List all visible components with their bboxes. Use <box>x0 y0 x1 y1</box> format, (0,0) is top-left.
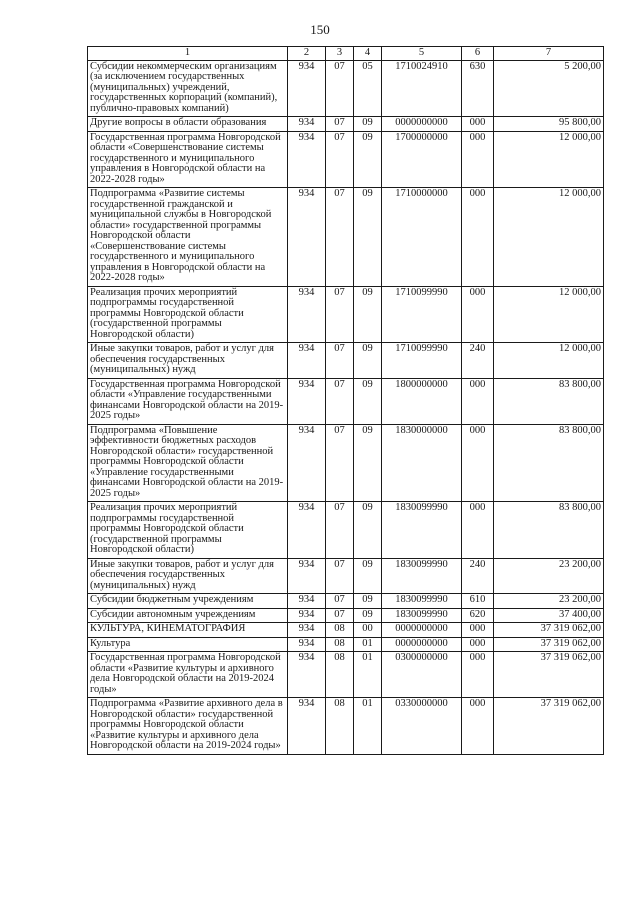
cell-section: 07 <box>326 424 354 502</box>
table-row <box>88 698 604 755</box>
header-cell: 3 <box>326 47 354 61</box>
cell-expense-type: 000 <box>462 652 494 698</box>
row-name: Иные закупки товаров, работ и услуг для обеспечения государственных (муниципальных) нужд <box>88 558 288 594</box>
table-row <box>88 286 604 343</box>
row-name: Реализация прочих мероприятий подпрограммы государственной программы Новгородской области (государственной программы Новгородской области) <box>88 502 288 559</box>
cell-subsection: 09 <box>354 502 382 559</box>
cell-section: 08 <box>326 698 354 755</box>
cell-section: 08 <box>326 623 354 638</box>
cell-expense-type: 000 <box>462 637 494 652</box>
cell-section: 07 <box>326 60 354 117</box>
row-name: Подпрограмма «Повышение эффективности бюджетных расходов Новгородской области» государственной программы Новгородской области «Управление государственными финансами Новгородской области на 2019-2025 годы» <box>88 424 288 502</box>
cell-expense-type: 610 <box>462 594 494 609</box>
row-name: Иные закупки товаров, работ и услуг для обеспечения государственных (муниципальных) нужд <box>88 343 288 379</box>
cell-expense-type: 000 <box>462 502 494 559</box>
table-row <box>88 424 604 502</box>
cell-target: 1710024910 <box>382 60 462 117</box>
cell-ministry: 934 <box>288 502 326 559</box>
cell-expense-type: 000 <box>462 286 494 343</box>
row-name: Подпрограмма «Развитие архивного дела в Новгородской области» государственной программы Новгородской области «Развитие культуры и архивного дела Новгородской области на 2019-2024 годы» <box>88 698 288 755</box>
cell-ministry: 934 <box>288 188 326 287</box>
table-row <box>88 558 604 594</box>
row-name: Государственная программа Новгородской области «Совершенствование системы государственного и муниципального управления в Новгородской области на 2022-2028 годы» <box>88 131 288 188</box>
row-name: Реализация прочих мероприятий подпрограммы государственной программы Новгородской области (государственной программы Новгородской области) <box>88 286 288 343</box>
budget-table <box>87 46 604 755</box>
cell-section: 07 <box>326 608 354 623</box>
cell-section: 07 <box>326 558 354 594</box>
cell-subsection: 09 <box>354 343 382 379</box>
header-cell: 7 <box>494 47 604 61</box>
cell-expense-type: 000 <box>462 188 494 287</box>
cell-amount: 23 200,00 <box>494 594 604 609</box>
cell-section: 07 <box>326 594 354 609</box>
cell-expense-type: 000 <box>462 424 494 502</box>
cell-target: 1710099990 <box>382 343 462 379</box>
cell-amount: 83 800,00 <box>494 378 604 424</box>
cell-ministry: 934 <box>288 637 326 652</box>
cell-expense-type: 240 <box>462 558 494 594</box>
cell-subsection: 09 <box>354 558 382 594</box>
row-name: Подпрограмма «Развитие системы государственной гражданской и муниципальной службы в Новгородской области» государственной программы Новгородской области «Совершенствование системы государственного и муниципального управления в Новгородской области на 2022-2028 годы» <box>88 188 288 287</box>
cell-ministry: 934 <box>288 378 326 424</box>
cell-subsection: 09 <box>354 378 382 424</box>
cell-amount: 12 000,00 <box>494 188 604 287</box>
header-row <box>88 47 604 61</box>
table-row <box>88 623 604 638</box>
cell-target: 1830099990 <box>382 502 462 559</box>
cell-ministry: 934 <box>288 558 326 594</box>
cell-expense-type: 240 <box>462 343 494 379</box>
cell-section: 08 <box>326 652 354 698</box>
table-row <box>88 117 604 132</box>
cell-amount: 37 319 062,00 <box>494 652 604 698</box>
cell-subsection: 01 <box>354 637 382 652</box>
cell-target: 0300000000 <box>382 652 462 698</box>
cell-expense-type: 000 <box>462 623 494 638</box>
cell-subsection: 09 <box>354 131 382 188</box>
cell-target: 0000000000 <box>382 637 462 652</box>
cell-target: 0000000000 <box>382 117 462 132</box>
cell-amount: 12 000,00 <box>494 343 604 379</box>
row-name: КУЛЬТУРА, КИНЕМАТОГРАФИЯ <box>88 623 288 638</box>
table-row <box>88 652 604 698</box>
cell-subsection: 05 <box>354 60 382 117</box>
cell-subsection: 09 <box>354 424 382 502</box>
cell-section: 07 <box>326 343 354 379</box>
table-row <box>88 60 604 117</box>
cell-section: 07 <box>326 117 354 132</box>
table-row <box>88 502 604 559</box>
cell-ministry: 934 <box>288 343 326 379</box>
cell-ministry: 934 <box>288 286 326 343</box>
cell-expense-type: 000 <box>462 131 494 188</box>
header-cell: 5 <box>382 47 462 61</box>
cell-amount: 5 200,00 <box>494 60 604 117</box>
cell-subsection: 09 <box>354 188 382 287</box>
cell-target: 1800000000 <box>382 378 462 424</box>
table-row <box>88 637 604 652</box>
row-name: Субсидии некоммерческим организациям (за исключением государственных (муниципальных) учреждений, государственных корпораций (компаний), публично-правовых компаний) <box>88 60 288 117</box>
cell-subsection: 00 <box>354 623 382 638</box>
header-cell: 4 <box>354 47 382 61</box>
row-name: Культура <box>88 637 288 652</box>
cell-amount: 12 000,00 <box>494 286 604 343</box>
cell-subsection: 09 <box>354 117 382 132</box>
cell-section: 07 <box>326 131 354 188</box>
cell-section: 07 <box>326 286 354 343</box>
cell-ministry: 934 <box>288 594 326 609</box>
cell-ministry: 934 <box>288 623 326 638</box>
cell-subsection: 09 <box>354 608 382 623</box>
cell-section: 07 <box>326 188 354 287</box>
row-name: Субсидии автономным учреждениям <box>88 608 288 623</box>
row-name: Государственная программа Новгородской области «Развитие культуры и архивного дела Новгородской области на 2019-2024 годы» <box>88 652 288 698</box>
cell-target: 1830099990 <box>382 594 462 609</box>
page-number: 150 <box>310 22 330 37</box>
cell-target: 1710000000 <box>382 188 462 287</box>
table-row <box>88 131 604 188</box>
cell-amount: 37 319 062,00 <box>494 637 604 652</box>
table-row <box>88 188 604 287</box>
cell-ministry: 934 <box>288 117 326 132</box>
cell-ministry: 934 <box>288 608 326 623</box>
cell-expense-type: 000 <box>462 117 494 132</box>
cell-target: 0000000000 <box>382 623 462 638</box>
cell-subsection: 01 <box>354 652 382 698</box>
cell-subsection: 01 <box>354 698 382 755</box>
cell-amount: 37 319 062,00 <box>494 623 604 638</box>
table-row <box>88 378 604 424</box>
cell-section: 07 <box>326 378 354 424</box>
row-name: Другие вопросы в области образования <box>88 117 288 132</box>
cell-expense-type: 000 <box>462 378 494 424</box>
cell-amount: 37 319 062,00 <box>494 698 604 755</box>
cell-ministry: 934 <box>288 131 326 188</box>
header-cell: 2 <box>288 47 326 61</box>
cell-ministry: 934 <box>288 424 326 502</box>
cell-target: 1830000000 <box>382 424 462 502</box>
table-row <box>88 343 604 379</box>
cell-target: 1830099990 <box>382 558 462 594</box>
row-name: Субсидии бюджетным учреждениям <box>88 594 288 609</box>
cell-ministry: 934 <box>288 60 326 117</box>
cell-amount: 95 800,00 <box>494 117 604 132</box>
cell-amount: 12 000,00 <box>494 131 604 188</box>
cell-expense-type: 620 <box>462 608 494 623</box>
cell-amount: 23 200,00 <box>494 558 604 594</box>
cell-section: 07 <box>326 502 354 559</box>
cell-amount: 37 400,00 <box>494 608 604 623</box>
header-cell: 6 <box>462 47 494 61</box>
cell-expense-type: 630 <box>462 60 494 117</box>
cell-expense-type: 000 <box>462 698 494 755</box>
cell-amount: 83 800,00 <box>494 424 604 502</box>
cell-target: 1700000000 <box>382 131 462 188</box>
cell-amount: 83 800,00 <box>494 502 604 559</box>
cell-section: 08 <box>326 637 354 652</box>
cell-subsection: 09 <box>354 594 382 609</box>
cell-target: 0330000000 <box>382 698 462 755</box>
table-row <box>88 594 604 609</box>
cell-target: 1830099990 <box>382 608 462 623</box>
row-name: Государственная программа Новгородской области «Управление государственными финансами Новгородской области на 2019-2025 годы» <box>88 378 288 424</box>
cell-ministry: 934 <box>288 652 326 698</box>
cell-subsection: 09 <box>354 286 382 343</box>
header-cell: 1 <box>88 47 288 61</box>
cell-ministry: 934 <box>288 698 326 755</box>
cell-target: 1710099990 <box>382 286 462 343</box>
table-row <box>88 608 604 623</box>
